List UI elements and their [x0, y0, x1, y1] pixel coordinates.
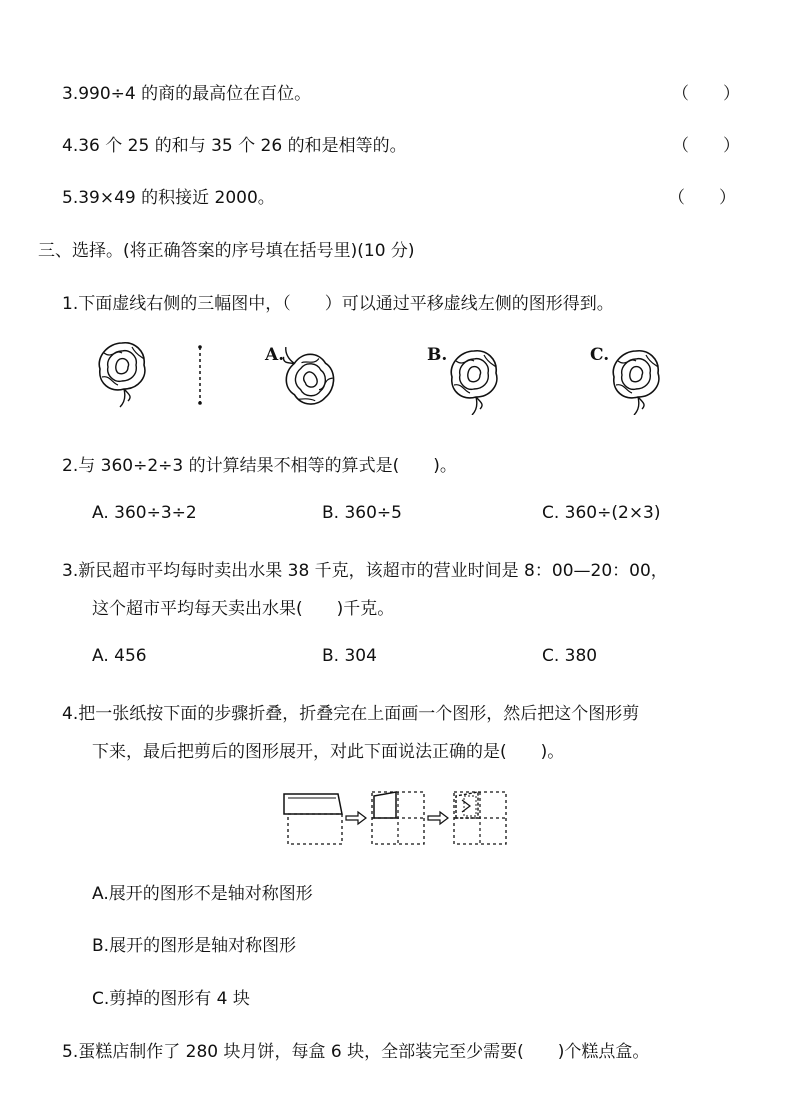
- option-b-label[interactable]: B.: [427, 345, 448, 365]
- option-b[interactable]: B.展开的图形是轴对称图形: [92, 936, 297, 956]
- option-c-label[interactable]: C.: [590, 345, 610, 365]
- answer-paren[interactable]: （ ）: [672, 84, 740, 104]
- answer-paren[interactable]: （ ）: [668, 188, 736, 208]
- option-a[interactable]: A. 456: [92, 646, 147, 666]
- question-3-line2: 这个超市平均每天卖出水果( )千克。: [92, 599, 395, 619]
- question-3-line1: 3.新民超市平均每时卖出水果 38 千克，该超市的营业时间是 8：00—20：00，: [62, 561, 668, 581]
- question-4-line2: 下来，最后把剪后的图形展开，对此下面说法正确的是( )。: [92, 742, 565, 762]
- option-b[interactable]: B. 360÷5: [322, 503, 402, 523]
- judge-item-5: 5.39×49 的积接近 2000。: [62, 188, 275, 208]
- rose-figure: [90, 335, 670, 415]
- question-1: 1.下面虚线右侧的三幅图中，（ ）可以通过平移虚线左侧的图形得到。: [62, 294, 614, 314]
- paper-folding-figure: [280, 788, 512, 848]
- section-heading: 三、选择。(将正确答案的序号填在括号里)(10 分): [38, 241, 415, 261]
- question-2: 2.与 360÷2÷3 的计算结果不相等的算式是( )。: [62, 456, 457, 476]
- option-c[interactable]: C. 360÷(2×3): [542, 503, 661, 523]
- option-a-label[interactable]: A.: [265, 345, 285, 365]
- answer-paren[interactable]: （ ）: [672, 136, 740, 156]
- judge-item-3: 3.990÷4 的商的最高位在百位。: [62, 84, 312, 104]
- question-4-line1: 4.把一张纸按下面的步骤折叠，折叠完在上面画一个图形，然后把这个图形剪: [62, 704, 640, 724]
- option-c[interactable]: C. 380: [542, 646, 598, 666]
- judge-item-4: 4.36 个 25 的和与 35 个 26 的和是相等的。: [62, 136, 407, 156]
- option-a[interactable]: A.展开的图形不是轴对称图形: [92, 884, 313, 904]
- option-a[interactable]: A. 360÷3÷2: [92, 503, 197, 523]
- option-b[interactable]: B. 304: [322, 646, 377, 666]
- question-5: 5.蛋糕店制作了 280 块月饼，每盒 6 块，全部装完至少需要( )个糕点盒。: [62, 1042, 650, 1062]
- option-c[interactable]: C.剪掉的图形有 4 块: [92, 989, 250, 1009]
